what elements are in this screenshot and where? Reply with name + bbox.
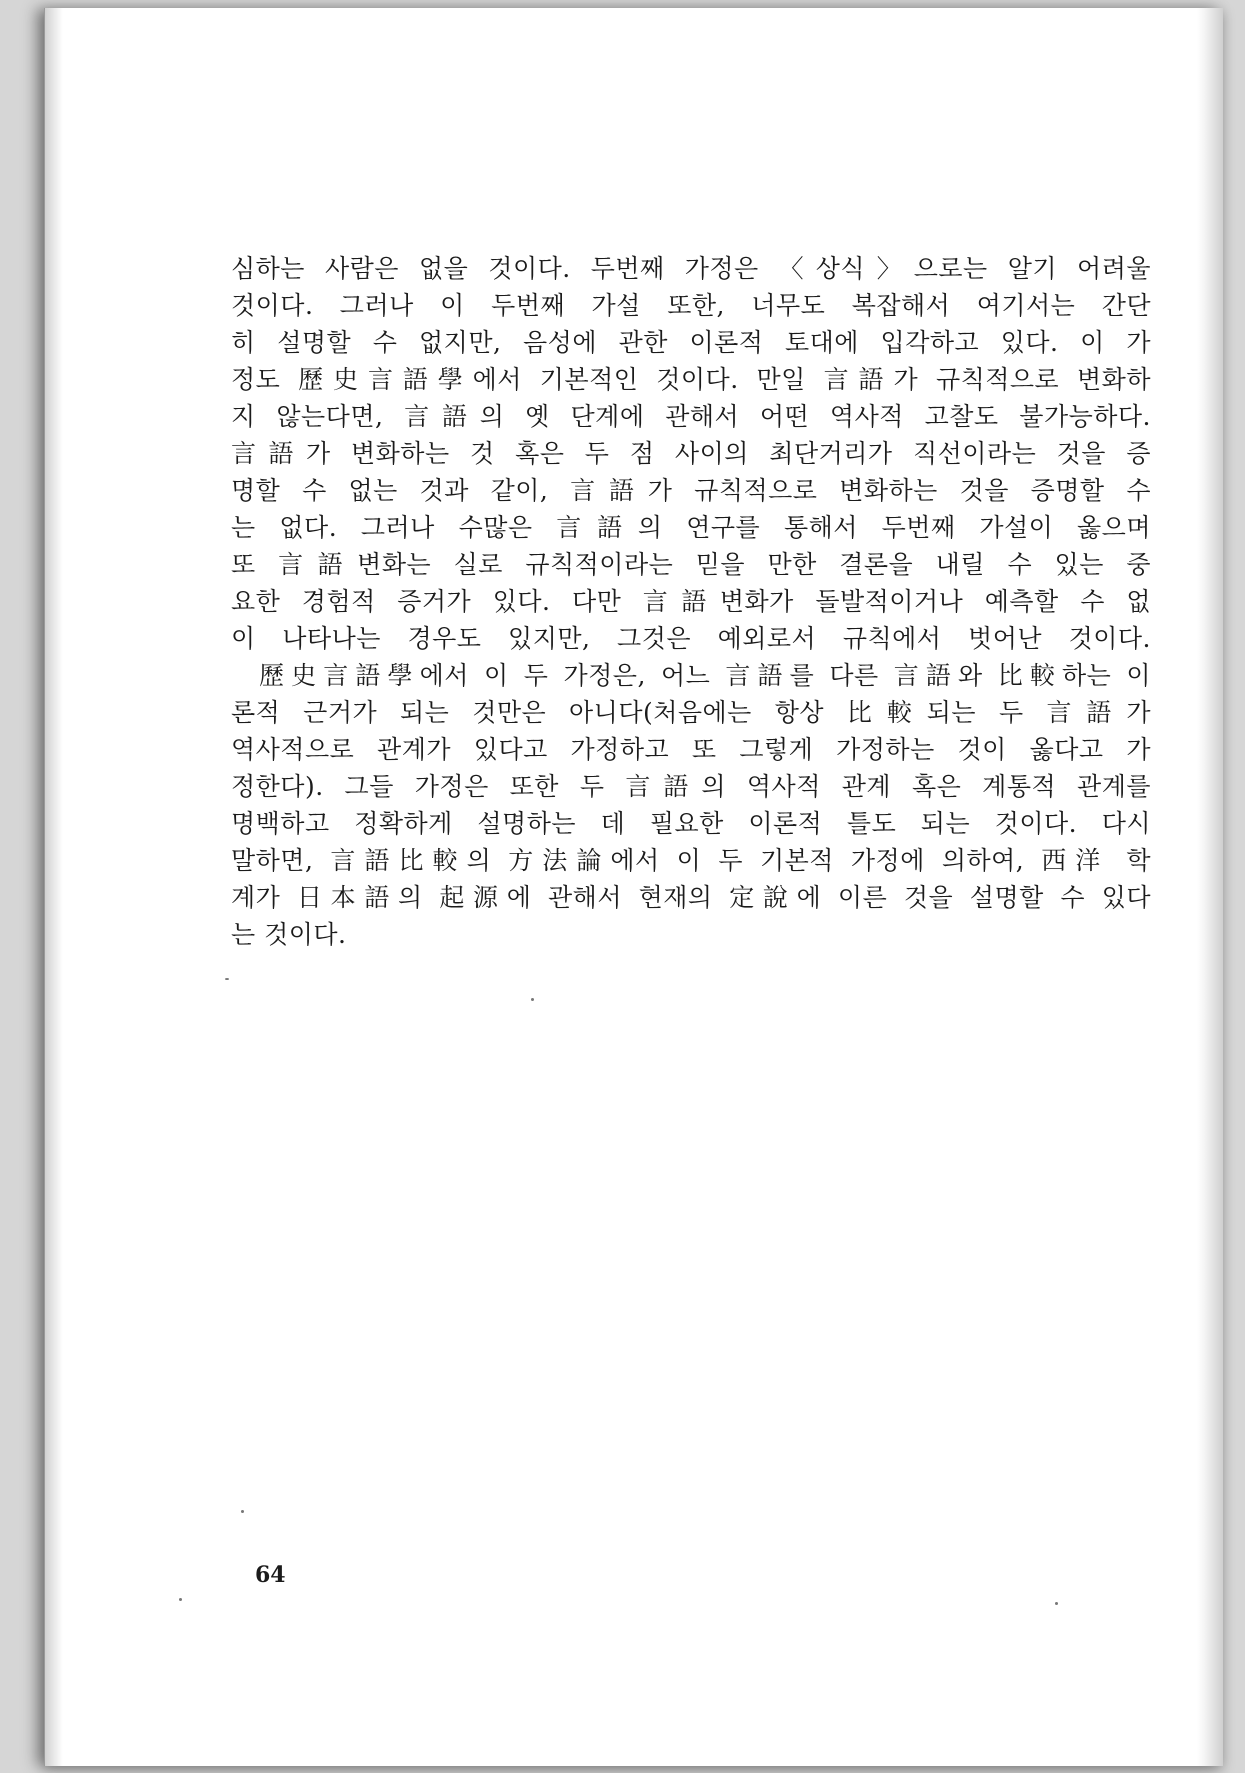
text-line: 요한 경험적 증거가 있다. 다만 言語변화가 돌발적이거나 예측할 수 없 <box>231 587 1151 616</box>
text-line: 것이다. 그러나 이 두번째 가설 또한, 너무도 복잡해서 여기서는 간단 <box>231 291 1151 320</box>
dust-speck <box>241 1510 244 1513</box>
book-page <box>44 8 1223 1766</box>
dust-speck <box>531 998 534 1001</box>
text-line: 계가 日本語의 起源에 관해서 현재의 定說에 이른 것을 설명할 수 있다 <box>231 883 1151 912</box>
text-line: 명백하고 정확하게 설명하는 데 필요한 이론적 틀도 되는 것이다. 다시 <box>231 809 1151 838</box>
dust-speck <box>179 1598 182 1601</box>
page-edge <box>1197 8 1223 1766</box>
dust-speck <box>1055 1602 1058 1605</box>
text-line: 론적 근거가 되는 것만은 아니다(처음에는 항상 比較되는 두 言語가 <box>231 698 1151 727</box>
text-line: 심하는 사람은 없을 것이다. 두번째 가정은 〈상식〉으로는 알기 어려울 <box>231 254 1151 283</box>
text-line: 는 것이다. <box>231 920 347 949</box>
paragraph-1 <box>231 250 1151 657</box>
text-line: 역사적으로 관계가 있다고 가정하고 또 그렇게 가정하는 것이 옳다고 가 <box>231 735 1151 764</box>
spine-shadow <box>45 8 63 1766</box>
text-line: 히 설명할 수 없지만, 음성에 관한 이론적 토대에 입각하고 있다. 이 가 <box>231 328 1151 357</box>
body-text <box>231 250 1151 953</box>
text-line: 이 나타나는 경우도 있지만, 그것은 예외로서 규칙에서 벗어난 것이다. <box>231 624 1151 653</box>
dust-speck <box>225 978 229 980</box>
text-line: 歷史言語學에서 이 두 가정은, 어느 言語를 다른 言語와 比較하는 이 <box>259 661 1151 690</box>
text-line: 또 言語변화는 실로 규칙적이라는 믿을 만한 결론을 내릴 수 있는 중 <box>231 550 1151 579</box>
text-line: 지 않는다면, 言語의 옛 단계에 관해서 어떤 역사적 고찰도 불가능하다. <box>231 402 1151 431</box>
paragraph-2 <box>231 657 1151 953</box>
text-line: 말하면, 言語比較의 方法論에서 이 두 기본적 가정에 의하여, 西洋 학 <box>231 846 1151 875</box>
text-line: 명할 수 없는 것과 같이, 言語가 규칙적으로 변화하는 것을 증명할 수 <box>231 476 1151 505</box>
text-line: 정한다). 그들 가정은 또한 두 言語의 역사적 관계 혹은 계통적 관계를 <box>231 772 1151 801</box>
text-line: 는 없다. 그러나 수많은 言語의 연구를 통해서 두번째 가설이 옳으며 <box>231 513 1151 542</box>
text-line: 정도 歷史言語學에서 기본적인 것이다. 만일 言語가 규칙적으로 변화하 <box>231 365 1151 394</box>
page-number: 64 <box>255 1562 286 1588</box>
text-line: 言語가 변화하는 것 혹은 두 점 사이의 최단거리가 직선이라는 것을 증 <box>231 439 1151 468</box>
